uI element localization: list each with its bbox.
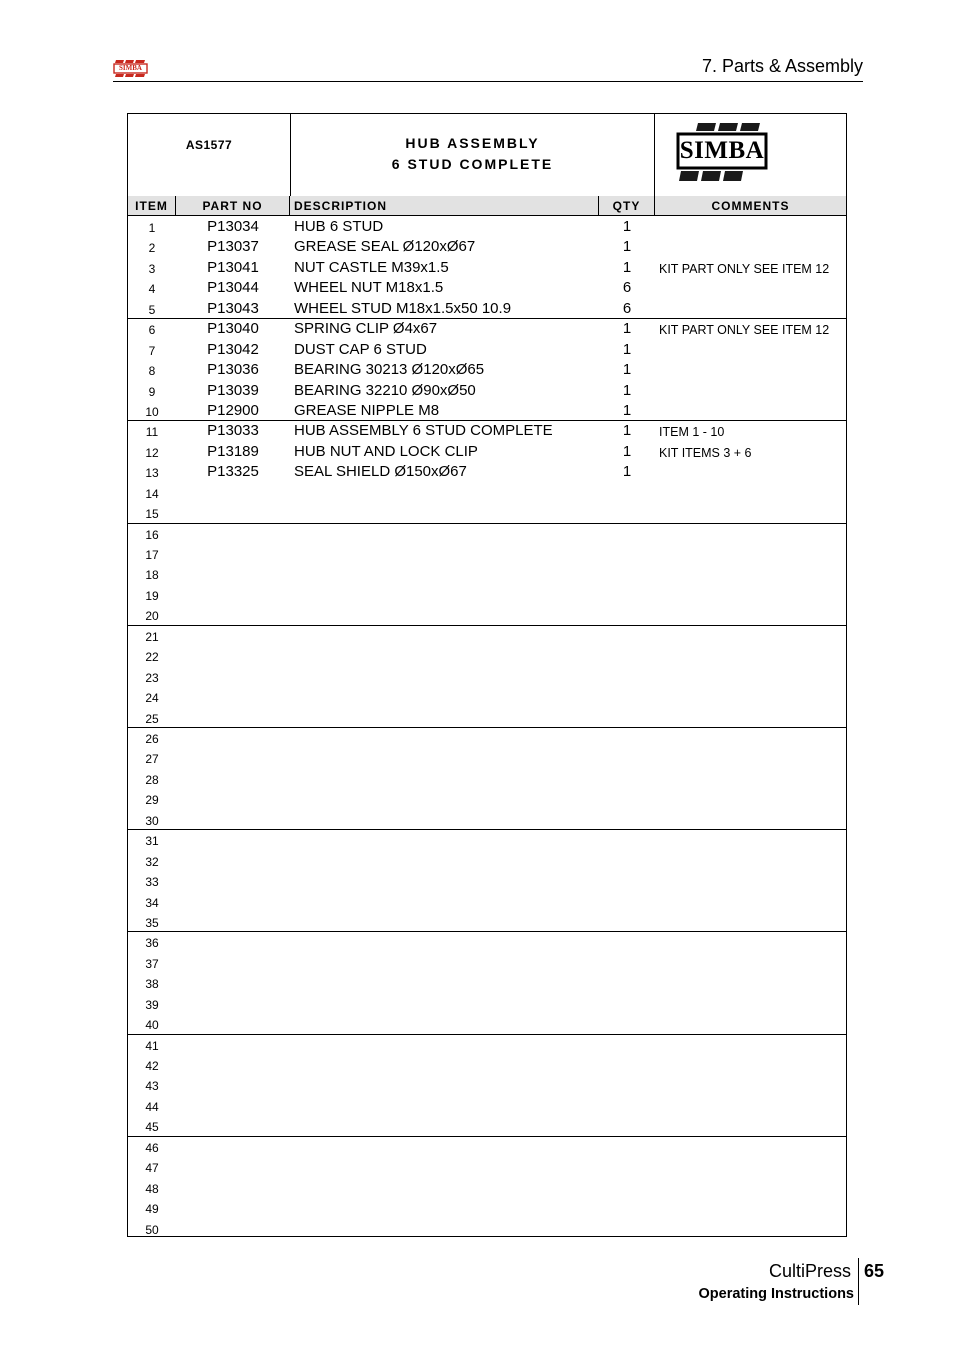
cell-item: 20 bbox=[145, 609, 159, 624]
cell-qty: 6 bbox=[622, 299, 632, 317]
group-divider bbox=[128, 625, 846, 626]
cell-item: 31 bbox=[145, 834, 159, 849]
cell-item: 30 bbox=[145, 813, 159, 828]
group-divider bbox=[128, 420, 846, 421]
cell-item: 26 bbox=[145, 732, 159, 746]
column-header-qty: QTY bbox=[599, 196, 655, 215]
cell-item: 18 bbox=[145, 568, 159, 583]
cell-part-no: P13033 bbox=[207, 422, 259, 440]
cell-item: 2 bbox=[148, 241, 156, 256]
table-row bbox=[128, 482, 846, 502]
cell-item: 37 bbox=[145, 956, 159, 971]
cell-description: WHEEL STUD M18x1.5x50 10.9 bbox=[294, 299, 512, 317]
cell-item: 13 bbox=[145, 466, 159, 481]
cell-item: 38 bbox=[145, 977, 159, 992]
cell-description: GREASE SEAL Ø120xØ67 bbox=[294, 238, 476, 256]
table-row bbox=[128, 543, 846, 563]
group-divider bbox=[128, 318, 846, 319]
cell-item: 44 bbox=[145, 1099, 159, 1114]
cell-item: 1 bbox=[148, 221, 156, 235]
table-row bbox=[128, 931, 846, 951]
cell-part-no: P13036 bbox=[207, 361, 259, 379]
table-row bbox=[128, 891, 846, 911]
cell-item: 22 bbox=[145, 650, 159, 665]
table-row bbox=[128, 277, 846, 297]
table-row bbox=[128, 747, 846, 767]
cell-item: 3 bbox=[148, 261, 156, 276]
table-row bbox=[128, 257, 846, 277]
cell-item: 14 bbox=[145, 486, 159, 501]
cell-item: 43 bbox=[145, 1079, 159, 1094]
cell-item: 17 bbox=[145, 548, 159, 563]
cell-item: 47 bbox=[145, 1161, 159, 1176]
header-logo-text: SIMBA bbox=[119, 64, 142, 72]
table-row bbox=[128, 318, 846, 338]
section-title: 7. Parts & Assembly bbox=[701, 56, 863, 76]
table-row bbox=[128, 523, 846, 543]
cell-part-no: P13043 bbox=[207, 299, 259, 317]
table-row bbox=[128, 584, 846, 604]
cell-qty: 1 bbox=[622, 422, 632, 440]
table-row bbox=[128, 625, 846, 645]
table-row bbox=[128, 359, 846, 379]
assembly-title-line1: HUB ASSEMBLY bbox=[405, 135, 540, 151]
cell-item: 42 bbox=[145, 1059, 159, 1074]
cell-qty: 1 bbox=[622, 238, 632, 256]
cell-qty: 1 bbox=[622, 320, 632, 338]
group-divider bbox=[128, 829, 846, 830]
cell-description: HUB 6 STUD bbox=[294, 218, 384, 235]
cell-item: 6 bbox=[148, 323, 156, 338]
cell-item: 23 bbox=[145, 670, 159, 685]
table-row bbox=[128, 972, 846, 992]
table-row bbox=[128, 339, 846, 359]
table-row bbox=[128, 1136, 846, 1156]
group-divider bbox=[128, 1136, 846, 1137]
table-row bbox=[128, 604, 846, 624]
cell-qty: 6 bbox=[622, 279, 632, 297]
table-row bbox=[128, 461, 846, 481]
assembly-title-line2: 6 STUD COMPLETE bbox=[391, 156, 554, 172]
cell-item: 16 bbox=[145, 527, 159, 542]
cell-qty: 1 bbox=[622, 442, 632, 460]
header-divider bbox=[113, 81, 863, 82]
cell-part-no: P13041 bbox=[207, 258, 259, 276]
cell-item: 35 bbox=[145, 915, 159, 930]
table-row bbox=[128, 502, 846, 522]
assembly-ref-cell bbox=[128, 114, 290, 196]
cell-item: 28 bbox=[145, 772, 159, 787]
table-row bbox=[128, 1156, 846, 1176]
cell-item: 15 bbox=[145, 507, 159, 522]
cell-part-no: P13042 bbox=[207, 340, 259, 358]
cell-item: 25 bbox=[145, 711, 159, 726]
cell-item: 29 bbox=[145, 793, 159, 808]
table-row bbox=[128, 400, 846, 420]
assembly-title-cell bbox=[290, 114, 655, 196]
assembly-ref: AS1577 bbox=[185, 138, 233, 152]
cell-item: 21 bbox=[145, 629, 159, 644]
cell-item: 12 bbox=[145, 445, 159, 460]
cell-part-no: P13037 bbox=[207, 238, 259, 256]
table-row bbox=[128, 563, 846, 583]
cell-item: 41 bbox=[145, 1038, 159, 1053]
table-row bbox=[128, 1013, 846, 1033]
cell-description: NUT CASTLE M39x1.5 bbox=[294, 258, 449, 276]
table-row bbox=[128, 993, 846, 1013]
table-row bbox=[128, 870, 846, 890]
cell-item: 32 bbox=[145, 854, 159, 869]
cell-item: 10 bbox=[145, 404, 159, 419]
table-row bbox=[128, 1074, 846, 1094]
cell-part-no: P13040 bbox=[207, 320, 259, 338]
table-row bbox=[128, 1218, 846, 1238]
table-row bbox=[128, 441, 846, 461]
cell-qty: 1 bbox=[622, 218, 632, 235]
cell-comments: KIT PART ONLY SEE ITEM 12 bbox=[659, 323, 830, 338]
table-row bbox=[128, 420, 846, 440]
cell-comments: KIT PART ONLY SEE ITEM 12 bbox=[659, 261, 830, 276]
cell-item: 45 bbox=[145, 1120, 159, 1135]
cell-item: 48 bbox=[145, 1181, 159, 1196]
cell-item: 5 bbox=[148, 302, 156, 317]
table-row bbox=[128, 1197, 846, 1217]
cell-item: 11 bbox=[145, 425, 159, 440]
simba-logo-text: SIMBA bbox=[679, 137, 765, 164]
cell-item: 49 bbox=[145, 1202, 159, 1217]
table-row bbox=[128, 829, 846, 849]
parts-table bbox=[127, 113, 847, 1237]
table-row bbox=[128, 645, 846, 665]
cell-qty: 1 bbox=[622, 463, 632, 481]
cell-item: 4 bbox=[148, 282, 156, 297]
footer-divider bbox=[858, 1258, 859, 1305]
table-row bbox=[128, 1034, 846, 1054]
table-row bbox=[128, 727, 846, 747]
cell-qty: 1 bbox=[622, 361, 632, 379]
cell-item: 36 bbox=[145, 936, 159, 951]
cell-description: WHEEL NUT M18x1.5 bbox=[294, 279, 444, 297]
table-row bbox=[128, 1115, 846, 1135]
cell-part-no: P13034 bbox=[207, 218, 259, 235]
cell-description: HUB NUT AND LOCK CLIP bbox=[294, 442, 478, 460]
cell-item: 19 bbox=[145, 588, 159, 603]
cell-item: 40 bbox=[145, 1018, 159, 1033]
cell-description: GREASE NIPPLE M8 bbox=[294, 401, 440, 419]
table-row bbox=[128, 666, 846, 686]
column-header-item: ITEM bbox=[128, 196, 176, 215]
table-row bbox=[128, 298, 846, 318]
table-row bbox=[128, 1054, 846, 1074]
table-row bbox=[128, 952, 846, 972]
column-header-comments: COMMENTS bbox=[711, 199, 790, 213]
table-row bbox=[128, 768, 846, 788]
cell-qty: 1 bbox=[622, 381, 632, 399]
table-row bbox=[128, 1177, 846, 1197]
table-row bbox=[128, 850, 846, 870]
cell-description: SEAL SHIELD Ø150xØ67 bbox=[294, 463, 467, 481]
table-row bbox=[128, 686, 846, 706]
cell-part-no: P13039 bbox=[207, 381, 259, 399]
cell-part-no: P13044 bbox=[207, 279, 259, 297]
cell-qty: 1 bbox=[622, 340, 632, 358]
cell-part-no: P12900 bbox=[207, 401, 259, 419]
cell-comments: KIT ITEMS 3 + 6 bbox=[659, 445, 752, 460]
cell-description: BEARING 30213 Ø120xØ65 bbox=[294, 361, 485, 379]
table-title-block bbox=[128, 114, 846, 197]
cell-item: 50 bbox=[145, 1222, 159, 1237]
header-simba-logo bbox=[113, 59, 148, 78]
table-row bbox=[128, 707, 846, 727]
cell-item: 39 bbox=[145, 997, 159, 1012]
cell-part-no: P13189 bbox=[207, 442, 259, 460]
cell-description: DUST CAP 6 STUD bbox=[294, 340, 427, 358]
cell-description: BEARING 32210 Ø90xØ50 bbox=[294, 381, 476, 399]
page-number: 65 bbox=[864, 1261, 885, 1281]
cell-item: 27 bbox=[145, 752, 159, 767]
cell-description: HUB ASSEMBLY 6 STUD COMPLETE bbox=[294, 422, 553, 440]
table-row bbox=[128, 236, 846, 256]
cell-description: SPRING CLIP Ø4x67 bbox=[294, 320, 438, 338]
group-divider bbox=[128, 727, 846, 728]
cell-item: 9 bbox=[148, 384, 156, 399]
table-row bbox=[128, 809, 846, 829]
table-row bbox=[128, 216, 846, 236]
footer-product-name: CultiPress bbox=[769, 1261, 852, 1281]
cell-qty: 1 bbox=[622, 401, 632, 419]
footer-subtitle: Operating Instructions bbox=[698, 1286, 854, 1302]
cell-item: 8 bbox=[148, 364, 156, 379]
column-header-row bbox=[128, 196, 846, 216]
column-header-description: DESCRIPTION bbox=[290, 196, 599, 215]
cell-item: 33 bbox=[145, 875, 159, 890]
cell-part-no: P13325 bbox=[207, 463, 259, 481]
table-row bbox=[128, 1095, 846, 1115]
cell-item: 34 bbox=[145, 895, 159, 910]
table-row bbox=[128, 380, 846, 400]
column-header-part-no: PART NO bbox=[176, 196, 290, 215]
simba-logo bbox=[672, 121, 772, 185]
group-divider bbox=[128, 931, 846, 932]
group-divider bbox=[128, 523, 846, 524]
cell-item: 24 bbox=[145, 691, 159, 706]
table-row bbox=[128, 911, 846, 931]
cell-item: 7 bbox=[148, 343, 156, 358]
cell-item: 46 bbox=[145, 1140, 159, 1155]
table-row bbox=[128, 788, 846, 808]
cell-comments: ITEM 1 - 10 bbox=[659, 425, 725, 440]
group-divider bbox=[128, 1034, 846, 1035]
cell-qty: 1 bbox=[622, 258, 632, 276]
